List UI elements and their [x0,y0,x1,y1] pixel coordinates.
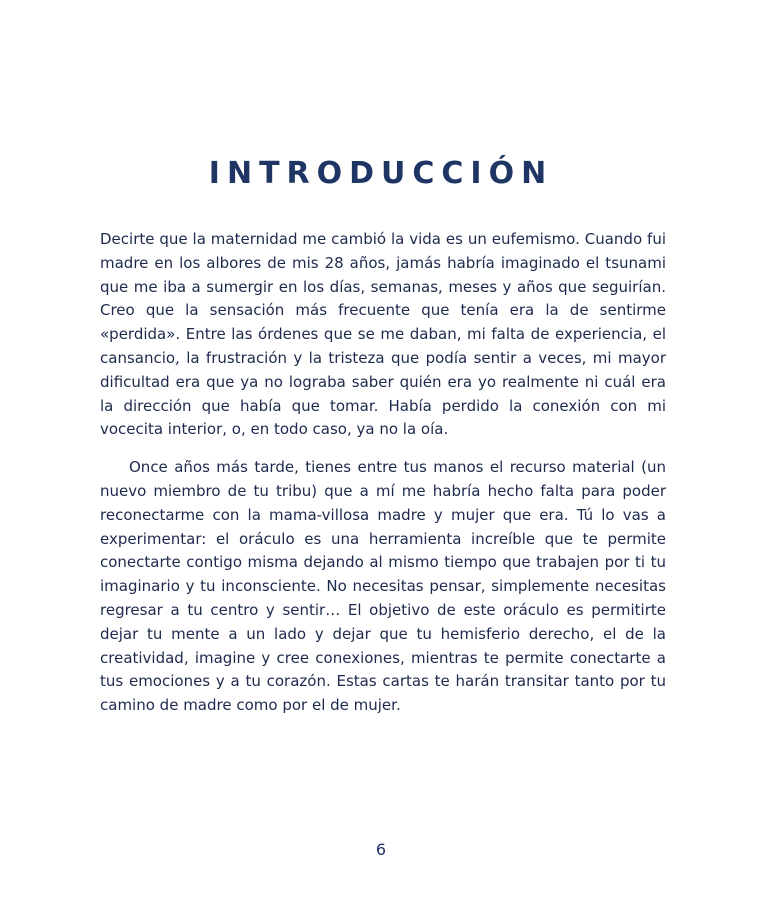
chapter-body [100,228,666,718]
paragraph-1: Decirte que la maternidad me cambió la vida es un eufemismo. Cuando fui madre en los albores de mis 28 años, jamás habría imaginado el tsunami que me iba a sumergir en los días, semanas, meses y años que seguirían. Creo que la sensación más frecuente que tenía era la de sentirme «perdida». Entre las órdenes que se me daban, mi falta de experiencia, el cansancio, la frustración y la tristeza que podía sentir a veces, mi mayor dificultad era que ya no lograba saber quién era yo realmente ni cuál era la dirección que había que tomar. Había perdido la conexión con mi vocecita interior, o, en todo caso, ya no la oía. [100,230,666,439]
page-number: 6 [375,840,387,859]
paragraph-2: Once años más tarde, tienes entre tus manos el recurso material (un nuevo miembro de tu tribu) que a mí me habría hecho falta para poder reconectarme con la mama-villosa madre y mujer que era. Tú lo vas a experimentar: el oráculo es una herramienta increíble que te permite conectarte contigo misma dejando al mismo tiempo que trabajen por ti tu imaginario y tu inconsciente. No necesitas pensar, simplemente necesitas regresar a tu centro y sentir… El objetivo de este oráculo es permitirte dejar tu mente a un lado y dejar que tu hemisferio derecho, el de la creatividad, imagine y cree conexiones, mientras te permite conectarte a tus emociones y a tu corazón. Estas cartas te harán transitar tanto por tu camino de madre como por el de mujer. [100,458,666,715]
chapter-title: INTRODUCCIÓN [208,156,554,191]
